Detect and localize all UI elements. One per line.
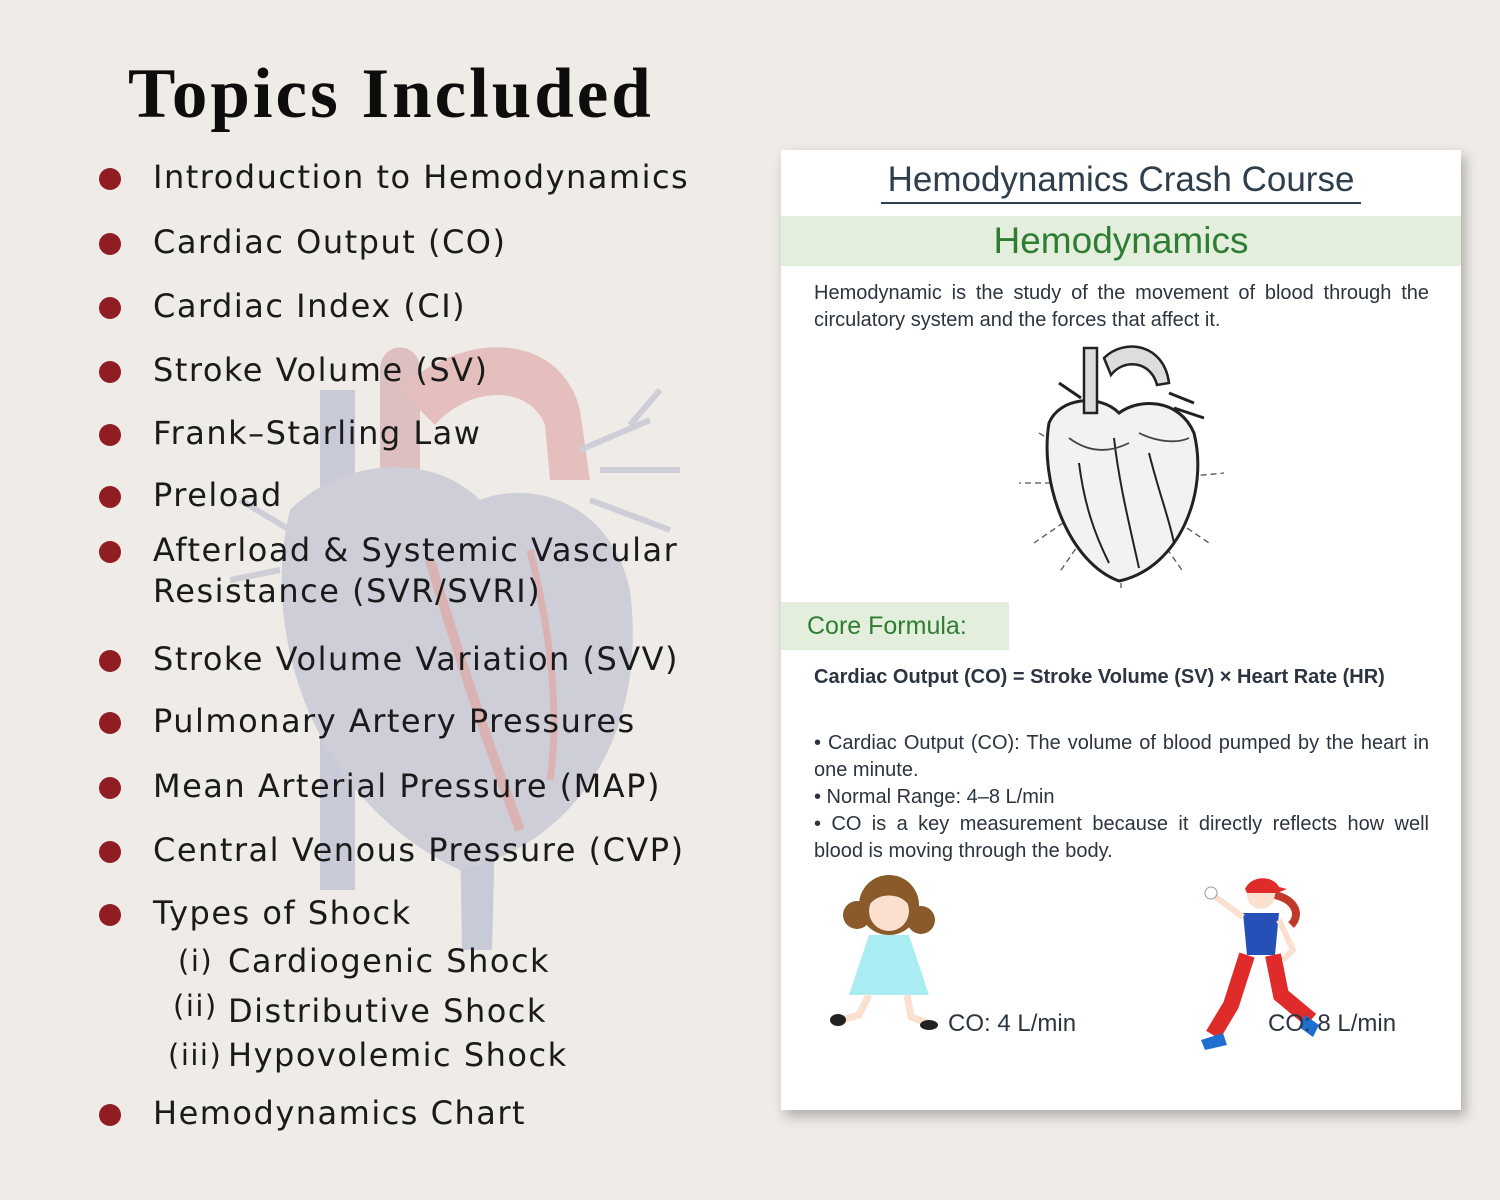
bullet-icon [99,904,121,926]
bullet-icon [99,777,121,799]
bullet-icon [99,486,121,508]
core-formula-tab: Core Formula: [781,602,1009,650]
intro-paragraph: Hemodynamic is the study of the movement of blood through the circulatory system and the forces that affect it. [814,282,1429,331]
bullet-icon [99,841,121,863]
walking-girl-illustration [829,875,939,1030]
point-item: • Normal Range: 4–8 L/min [814,786,1055,808]
point-item: • Cardiac Output (CO): The volume of blood pumped by the heart in one minute. [814,732,1429,781]
bullet-icon [99,168,121,190]
co-high-label: CO: 8 L/min [1268,1010,1397,1037]
bullet-points [814,730,1429,865]
bullet-icon [99,424,121,446]
bullet-icon [99,297,121,319]
card-title: Hemodynamics Crash Course [887,160,1355,199]
point-item: • CO is a key measurement because it directly reflects how well blood is moving through the body. [814,813,1429,862]
preview-page-card [781,150,1461,1110]
formula-text: Cardiac Output (CO) = Stroke Volume (SV) × Heart Rate (HR) [814,666,1385,688]
heart-sketch-icon [1019,343,1224,588]
title-underline [881,202,1361,204]
bullet-icon [99,712,121,734]
bullet-icon [99,1104,121,1126]
bullet-icon [99,650,121,672]
bullet-icon [99,541,121,563]
co-low-label: CO: 4 L/min [948,1010,1077,1037]
bullet-icon [99,233,121,255]
page-heading: Topics Included [128,55,654,133]
bullet-icon [99,361,121,383]
section-heading: Hemodynamics [781,216,1461,266]
